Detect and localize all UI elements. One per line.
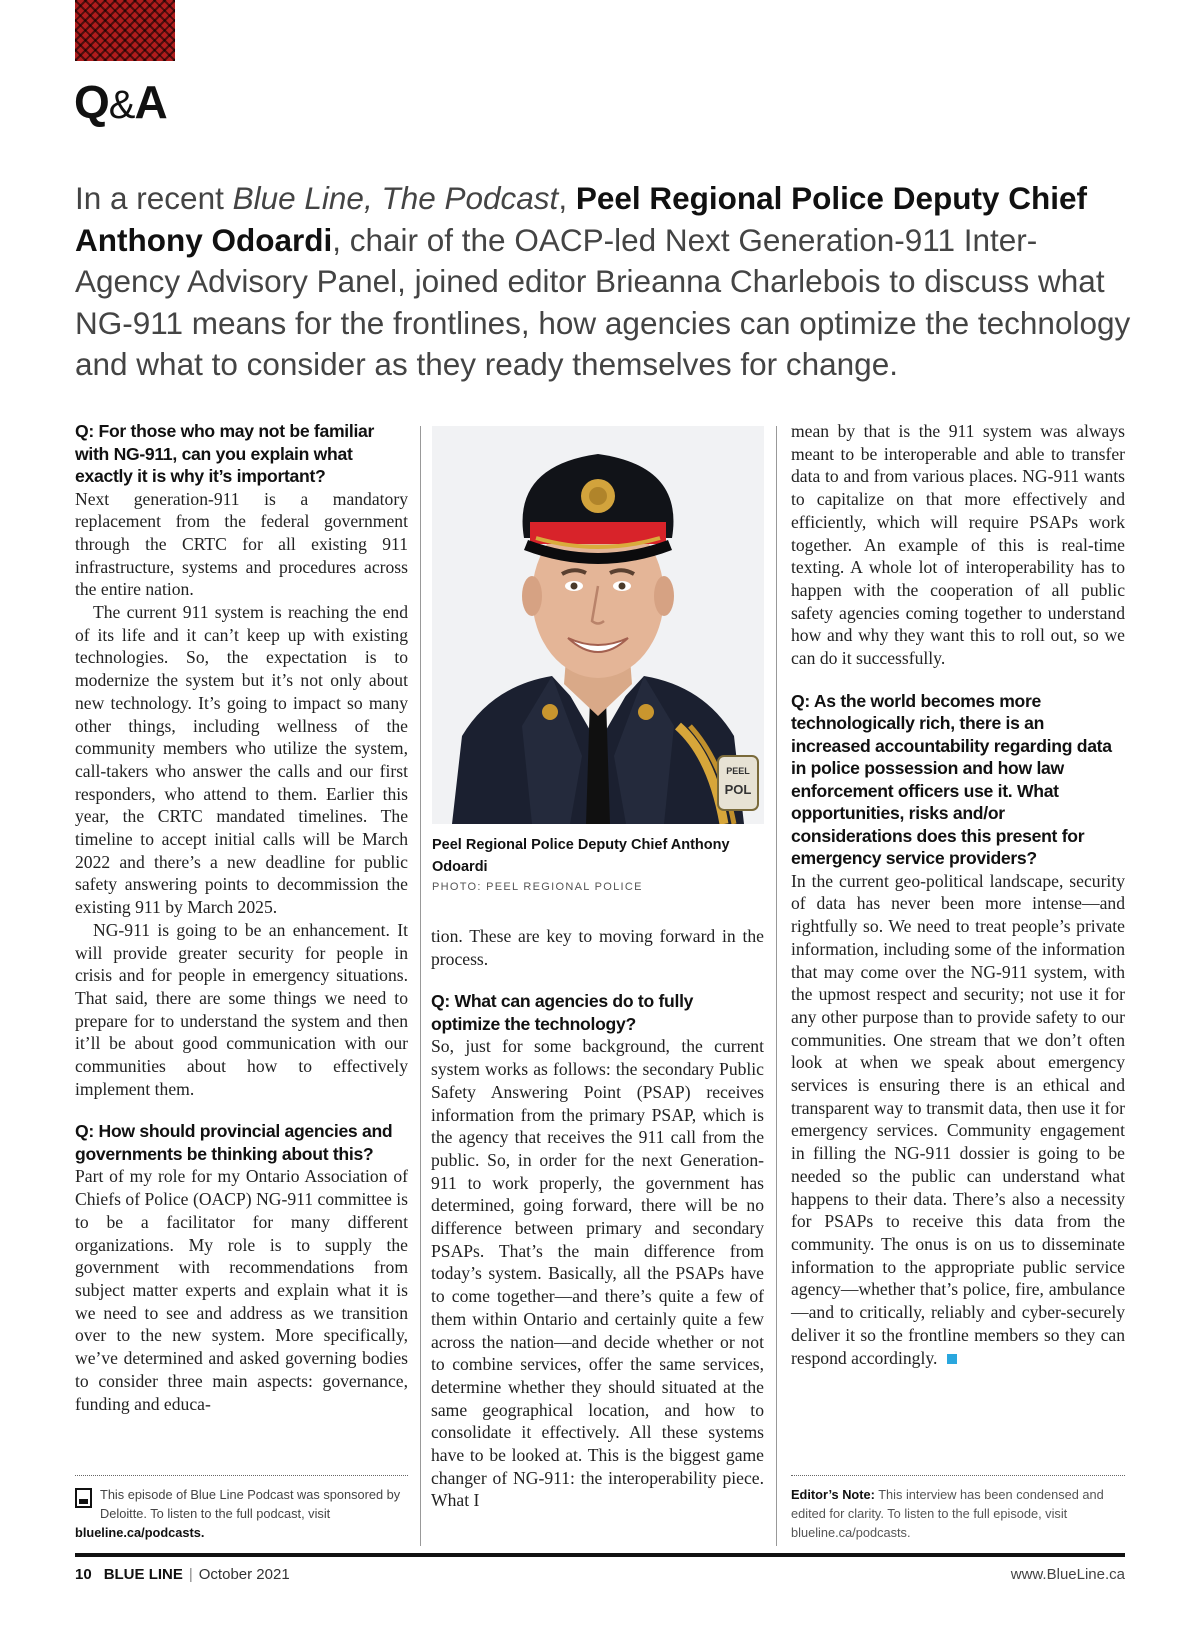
column-1 [75, 420, 408, 1415]
column-2 [431, 925, 764, 1512]
folio-separator: | [188, 1566, 193, 1583]
column-divider [776, 426, 777, 1546]
answer-2-paragraph: Part of my role for my Ontario Association of Chiefs of Police (OACP) NG-911 committee is to be a facilitator for many different organizations. My role is to supply the government with recommendations from subject matter experts and explain what it is we need to see and address as we transition over to the new system. More specifically, we’ve determined and asked governing bodies to consider three main aspects: governance, funding and educa- [75, 1166, 408, 1414]
photo-credit: PHOTO: PEEL REGIONAL POLICE [432, 881, 643, 893]
answer-4-paragraph: In the current geo-political landscape, security of data has never been more intense—and rightfully so. We need to treat people’s private information, including some of the information that may come over the NG-911 system, with the upmost respect and security; not use it for any other purpose than to provide safety to our communities. One stream that we don’t often look at when we speak about emergency services is ensuring there is an ethical and transparent way to transmit data, then use it for emergency services. Community engagement in filling the NG-911 dossier is going to be needed so the public can understand what happens to their data. There’s also a necessity for PSAPs to receive this data from the community. The onus is on us to disseminate information to the appropriate public service agency—whether that’s police, fire, ambulance—and to critically, reliably and cyber-securely deliver it so the frontline members so they can respond accordingly. [791, 870, 1125, 1368]
portrait-illustration [432, 426, 764, 824]
question-3: Q: What can agencies do to fully optimize the technology? [431, 991, 694, 1034]
section-label-a: A [134, 76, 167, 128]
note-divider [75, 1475, 408, 1476]
intro-text-2: , [558, 180, 576, 216]
question-1: Q: For those who may not be familiar with NG-911, can you explain what exactly it is why it’s important? [75, 421, 375, 486]
editor-note-text: This interview has been condensed and edited for clarity. To listen to the full episode, visit blueline.ca/podcasts. [791, 1487, 1104, 1540]
podcast-link[interactable]: blueline.ca/podcasts. [75, 1525, 205, 1540]
intro-deck [75, 178, 1135, 386]
end-of-article-mark [947, 1354, 957, 1364]
editor-note-label: Editor’s Note: [791, 1487, 875, 1502]
answer-3-continued: mean by that is the 911 system was always meant to be interoperable and able to transfer data to and from various places. NG-911 wants to capitalize on that more effectively and efficiently, which will require PSAPs work together. An example of this is real-time texting. A whole lot of interoperability has to happen with the cooperation of all public safety agencies coming together to understand how and why they want this to roll out, so we can do it successfully. [791, 421, 1125, 669]
answer-1-paragraph: Next generation-911 is a mandatory replacement from the federal government through the CRTC for all existing 911 infrastructure, systems and procedures across the entire nation. [75, 488, 408, 600]
photo-caption [432, 834, 764, 893]
footer-rule [75, 1553, 1125, 1557]
answer-2-continued: tion. These are key to moving forward in the process. [431, 926, 764, 969]
plaid-header-swatch [75, 0, 175, 61]
question-4: Q: As the world becomes more technologically rich, there is an increased accountability regarding data in police possession and how law enforcement officers use it. What opportunities, risks and/or considerations does this present for emergency service providers? [791, 690, 1112, 869]
issue-date: October 2021 [198, 1566, 290, 1583]
sponsor-note [75, 1485, 408, 1542]
section-label-q: Q [74, 76, 109, 128]
answer-1-paragraph: The current 911 system is reaching the end of its life and it can’t keep up with existing technologies. So, the expectation is to modernize the system but it’s not only about new technology. It’s going to impact so many other things, including wellness of the community members who utilize the system, call-takers who answer the calls and our first responders, who attend to them. Earlier this year, the CRTC mandated timelines. The timeline to accept initial calls will be March 2022 and there’s a new deadline for public safety answering points to decommission the existing 911 by March 2025. [75, 602, 408, 918]
footer-folio [75, 1565, 290, 1585]
intro-text-1: In a recent [75, 180, 233, 216]
portrait-photo [432, 426, 764, 824]
guest-name: Peel Regional Police Deputy Chief Anthony Odoardi [75, 180, 1087, 258]
note-divider [791, 1475, 1125, 1476]
intro-text-3: , chair of the OACP-led Next Generation-911 Inter-Agency Advisory Panel, joined editor Brieanna Charlebois to discuss what NG-911 means for the frontlines, how agencies can optimize the technology and what to consider as they ready themselves for change. [75, 221, 1131, 382]
sponsor-text: This episode of Blue Line Podcast was sponsored by Deloitte. To listen to the full podcast, visit [100, 1487, 401, 1521]
podcast-title: Blue Line, The Podcast [232, 180, 559, 216]
caption-text: Peel Regional Police Deputy Chief Anthony Odoardi [432, 837, 730, 875]
section-label [74, 72, 167, 135]
answer-1-paragraph: NG-911 is going to be an enhancement. It will provide greater security for people in crisis and for people in emergency situations. That said, there are some things we need to prepare for to understand the system and then it’ll be about good communication with our communities about how to effectively implement them. [75, 919, 408, 1099]
page-number: 10 [75, 1566, 92, 1583]
publication-name: BLUE LINE [103, 1566, 183, 1583]
column-3 [791, 420, 1125, 1369]
patch-label-top: PEEL [726, 766, 750, 776]
answer-3-paragraph: So, just for some background, the current system works as follows: the secondary Public Safety Answering Point (PSAP) receives information from the primary PSAP, which is the agency that receives the 911 call from the public. So, in order for the next Generation-911 to work properly, the government has determined, going forward, there will be no difference between primary and secondary PSAPs. That’s the main difference from today’s system. Basically, all the PSAPs have to come together—and there’s quite a few of them within Ontario and certainly quite a few across the nation—and decide whether or not to combine services, offer the same services, determine whether they should situated at the same geographical location, and how to consolidate it effectively. All these systems have to be looked at. This is the biggest game changer of NG-911: the interoperability piece. What I [431, 1036, 764, 1511]
editor-note [791, 1485, 1125, 1542]
podcast-icon [75, 1488, 92, 1508]
question-2: Q: How should provincial agencies and governments be thinking about this? [75, 1121, 393, 1164]
website-link[interactable]: www.BlueLine.ca [1010, 1566, 1125, 1583]
section-label-amp: & [108, 83, 135, 127]
patch-label-bottom: POL [724, 782, 752, 797]
column-divider [420, 426, 421, 1546]
